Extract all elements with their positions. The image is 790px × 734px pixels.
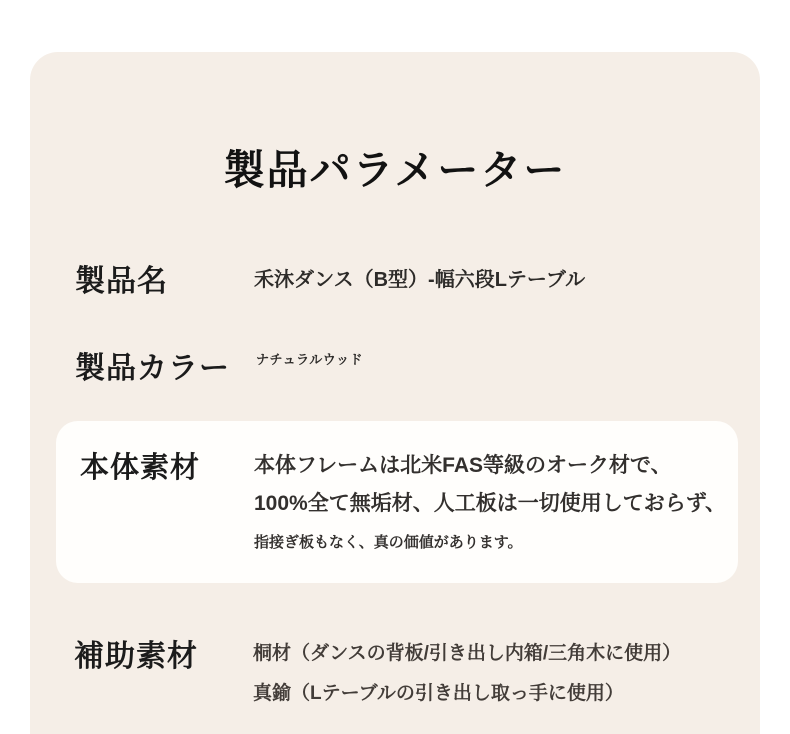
product-color-value: ナチュラルウッド <box>256 352 363 367</box>
product-color-label: 製品カラー <box>75 352 230 385</box>
aux-material-line: 真鍮（Lテーブルの引き出し取っ手に使用） <box>253 683 624 704</box>
body-material-label: 本体素材 <box>80 452 201 484</box>
parameters-card <box>30 52 760 734</box>
body-material-line: 指接ぎ板もなく、真の価値があります。 <box>254 534 523 551</box>
product-name-value: 禾沐ダンス（B型）-幅六段Lテーブル <box>254 269 586 291</box>
aux-material-line: 桐材（ダンスの背板/引き出し内箱/三角木に使用） <box>253 643 682 664</box>
body-material-panel <box>56 421 738 583</box>
aux-material-label: 補助素材 <box>74 640 198 673</box>
page-title: 製品パラメーター <box>223 147 567 193</box>
product-name-label: 製品名 <box>75 265 168 298</box>
body-material-line: 本体フレームは北米FAS等級のオーク材で、 <box>254 454 672 477</box>
body-material-line: 100%全て無垢材、人工板は一切使用しておらず、 <box>254 492 727 515</box>
